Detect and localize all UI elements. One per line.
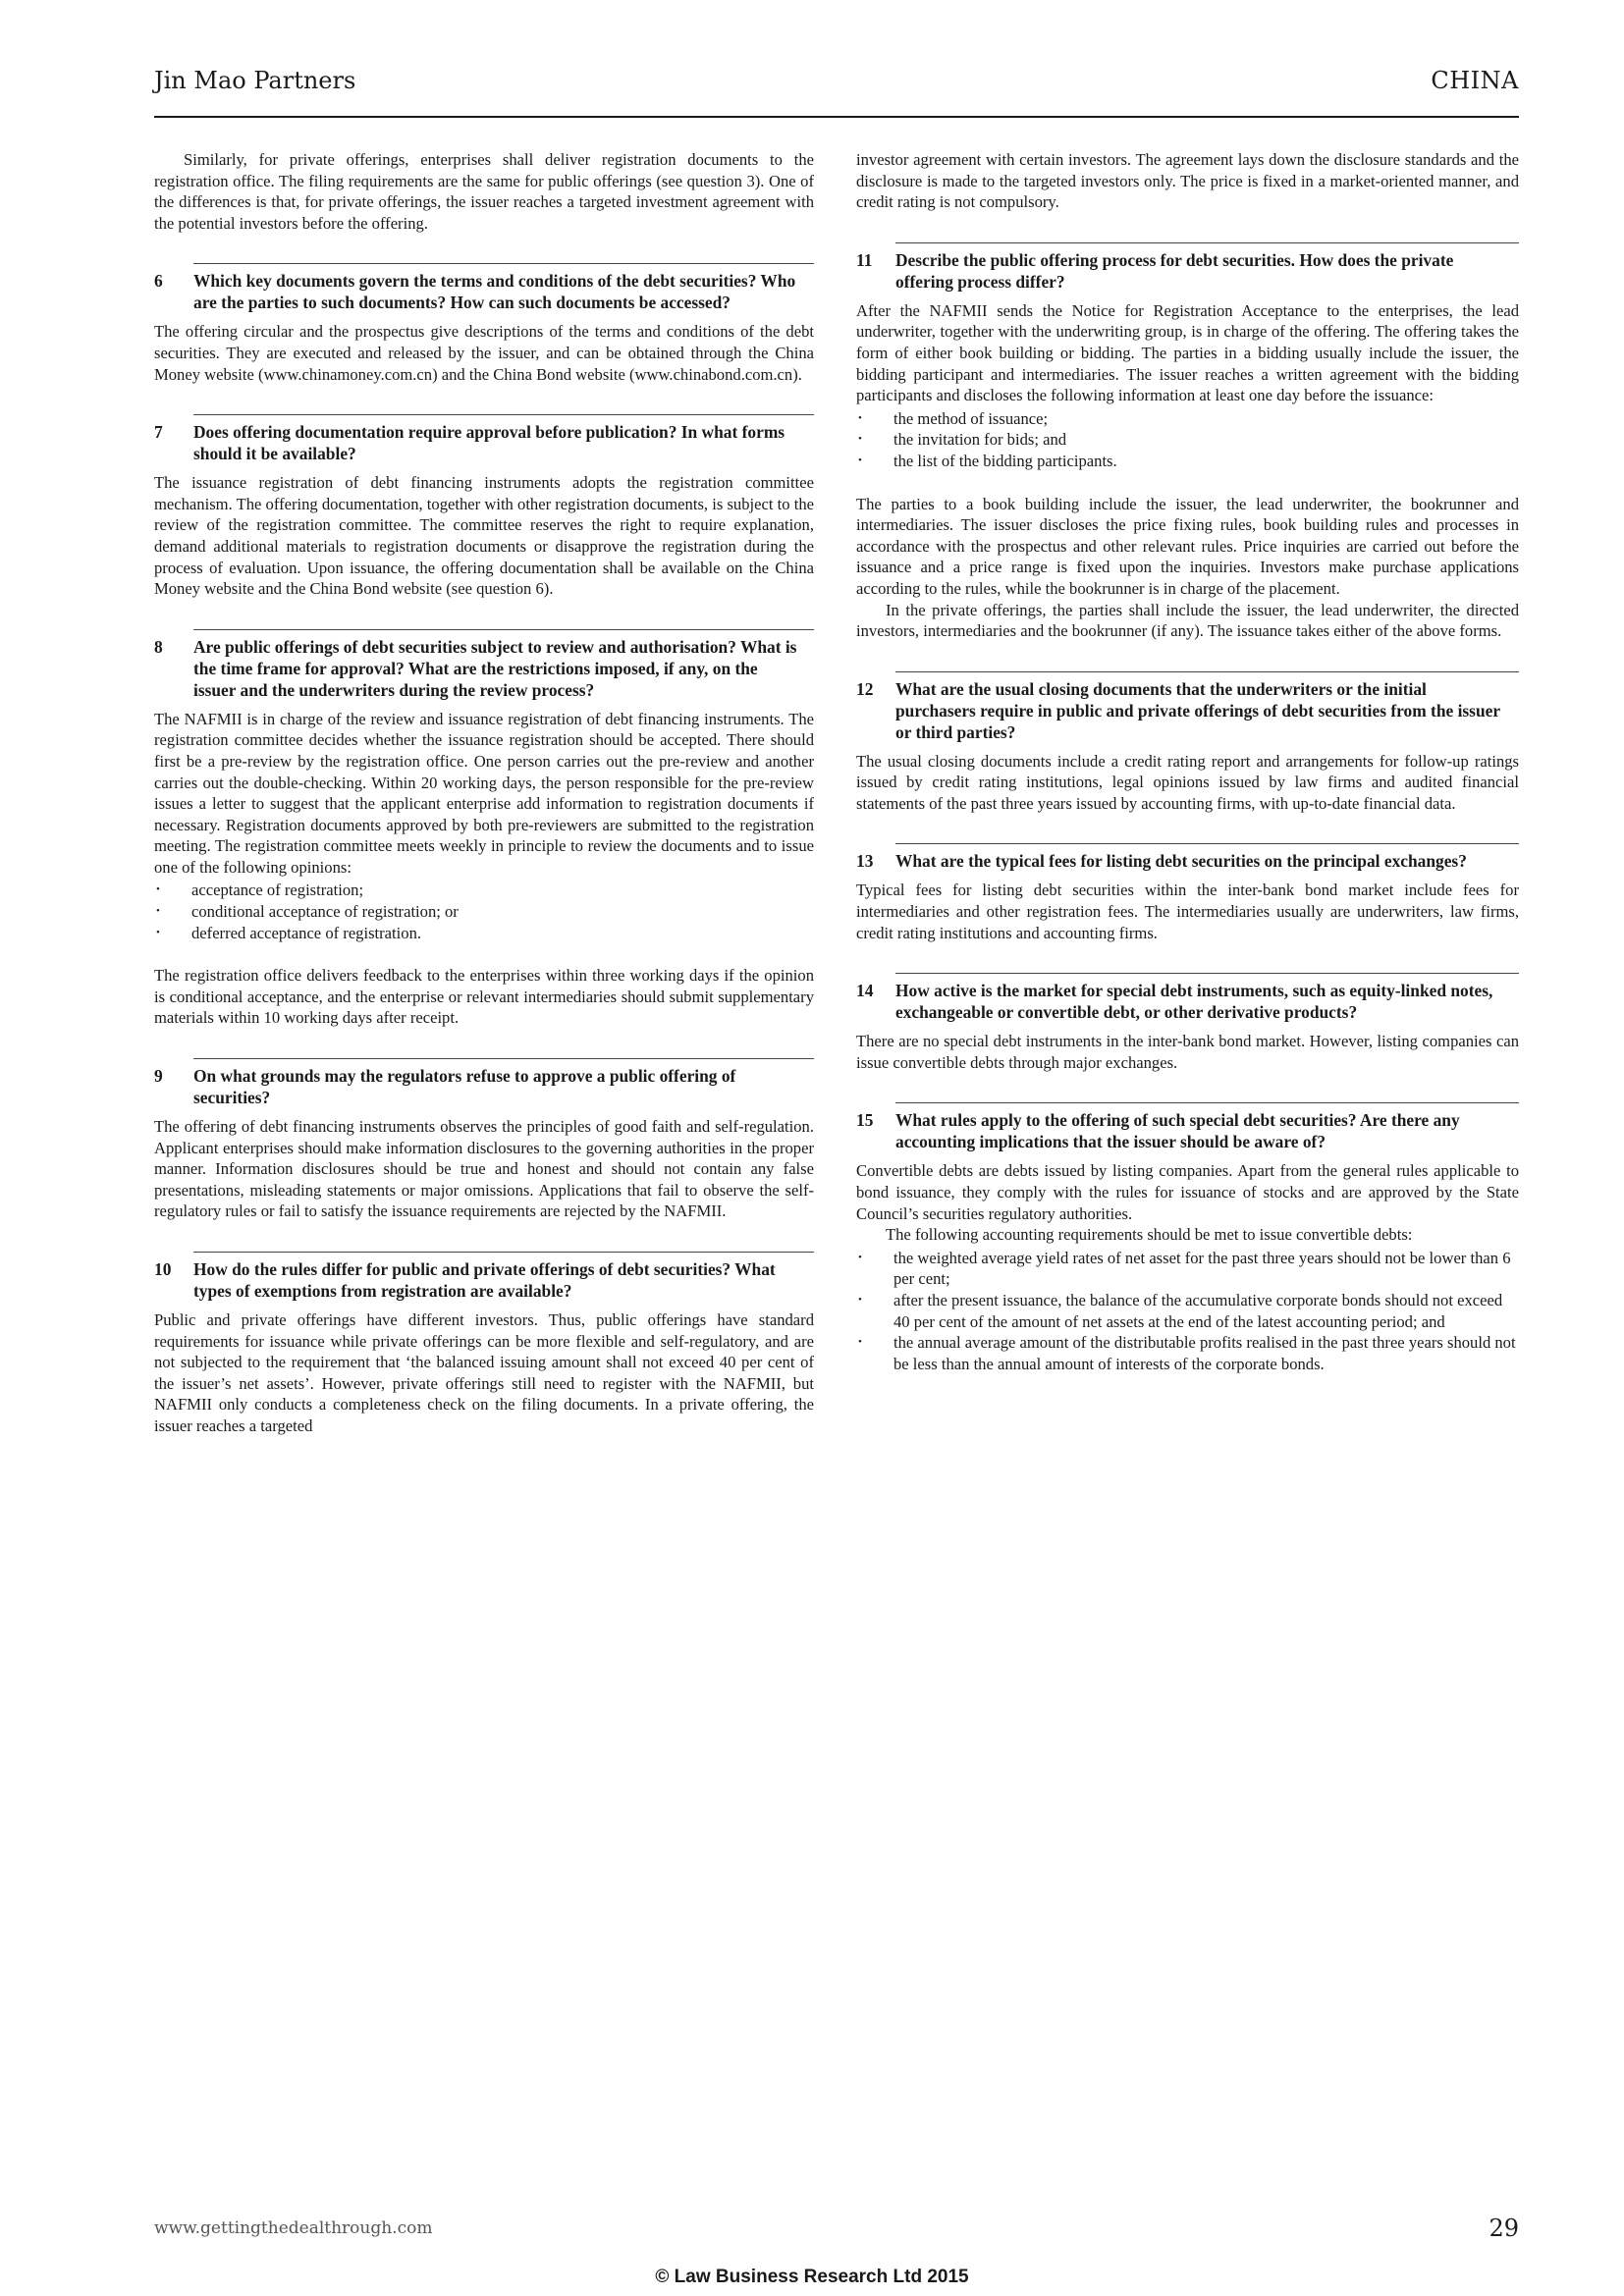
bullet-list [154,880,814,943]
firm-name: Jin Mao Partners [154,67,356,94]
answer-paragraph: The NAFMII is in charge of the review and issuance registration of debt financing instruments. The registration committee decides whether the issuance registration should be accepted. There should first be a pre-review by the registration office. One person carries out the pre-review and another carries out the double-checking. Within 20 working days, the person responsible for the pre-review issues a letter to suggest that the applicant enterprise add information to registration documents if necessary. Registration documents approved by both pre-reviewers are submitted to the registration meeting. The registration committee meets weekly in principle to review the documents and to issue one of the following opinions: [154,709,814,877]
question-text: What rules apply to the offering of such special debt securities? Are there any accounting implications that the issuer should be aware of? [895,1110,1460,1152]
question-11 [856,242,1519,293]
question-number: 9 [154,1066,163,1087]
question-text: On what grounds may the regulators refuse to approve a public offering of securities? [193,1066,736,1108]
question-rule [895,973,1519,974]
right-column [856,149,1519,1374]
paragraph: investor agreement with certain investors. The agreement lays down the disclosure standards and the disclosure is made to the targeted investors only. The price is fixed in a market-oriented manner, and credit rating is not compulsory. [856,150,1519,212]
answer-paragraph: Typical fees for listing debt securities within the inter-bank bond market include fees for intermediaries and other registration fees. The intermediaries usually are underwriters, law firms, credit rating institutions and accounting firms. [856,881,1519,942]
question-10 [154,1252,814,1302]
list-item: • after the present issuance, the balance of the accumulative corporate bonds should not exceed 40 per cent of the amount of net assets at the end of the latest accounting period; and [856,1290,1519,1332]
question-7 [154,414,814,464]
bullet-list [856,408,1519,472]
answer-paragraph: The usual closing documents include a credit rating report and arrangements for follow-up ratings issued by credit rating institutions, legal opinions issued by law firms and audited financial statements of the past three years issued by accounting firms, with up-to-date financial data. [856,751,1519,813]
question-text: How do the rules differ for public and private offerings of debt securities? What types of exemptions from registration are available? [193,1259,776,1301]
question-text: Does offering documentation require approval before publication? In what forms should it be available? [193,422,785,464]
answer-paragraph: Convertible debts are debts issued by listing companies. Apart from the general rules applicable to bond issuance, they comply with the rules for issuance of stocks and are approved by the State Council’s securities regulatory authorities. [856,1161,1519,1223]
question-12 [856,671,1519,743]
question-rule [895,671,1519,672]
copyright-notice: © Law Business Research Ltd 2015 [655,2267,969,2287]
list-item: • the invitation for bids; and [856,429,1519,451]
question-number: 11 [856,249,873,270]
running-header [154,67,1519,118]
question-14 [856,973,1519,1023]
question-9 [154,1058,814,1108]
question-13 [856,843,1519,872]
answer-paragraph: The issuance registration of debt financing instruments adopts the registration committee mechanism. The offering documentation, together with other registration documents, is subject to the review of the registration committee. The committee reserves the right to require explanation, demand additional materials to registration documents or disapprove the registration during the process of evaluation. Upon issuance, the offering documentation shall be available on the China Money website and the China Bond website (see question 6). [154,473,814,599]
question-6 [154,263,814,313]
question-number: 10 [154,1259,172,1279]
left-column [154,149,814,1437]
question-number: 13 [856,851,874,872]
question-rule [193,1058,814,1059]
answer-paragraph: The offering circular and the prospectus give descriptions of the terms and conditions of the debt securities. They are executed and released by the issuer, and can be obtained through the China Money website (www.chinamoney.com.cn) and the China Bond website (www.chinabond.com.cn). [154,322,814,384]
question-text: Describe the public offering process for debt securities. How does the private offering process differ? [895,249,1454,292]
question-rule [895,242,1519,243]
list-item: • deferred acceptance of registration. [154,923,814,944]
website-link[interactable]: www.gettingthedealthrough.com [154,2218,433,2238]
question-15 [856,1102,1519,1152]
answer-paragraph: The registration office delivers feedback to the enterprises within three working days if the opinion is conditional acceptance, and the enterprise or relevant intermediaries should submit supplementary materials within 10 working days after receipt. [154,966,814,1028]
question-rule [193,629,814,630]
question-text: What are the typical fees for listing debt securities on the principal exchanges? [895,851,1467,872]
bullet-list [856,1248,1519,1375]
answer-paragraph: The following accounting requirements should be met to issue convertible debts: [886,1225,1413,1245]
list-item: • the annual average amount of the distributable profits realised in the past three years should not be less than the annual amount of interests of the corporate bonds. [856,1332,1519,1374]
question-number: 6 [154,271,163,292]
list-item: • the list of the bidding participants. [856,451,1519,472]
paragraph: Similarly, for private offerings, enterprises shall deliver registration documents to the registration office. The filing requirements are the same for public offerings (see question 3). One of the differences is that, for private offerings, the issuer reaches a targeted investment agreement with the potential investors before the offering. [154,150,814,233]
question-8 [154,629,814,701]
question-text: Are public offerings of debt securities subject to review and authorisation? What is the time frame for approval? What are the restrictions imposed, if any, on the issuer and the underwriters during the review process? [193,636,797,700]
question-rule [895,1102,1519,1103]
answer-paragraph: The parties to a book building include the issuer, the lead underwriter, the bookrunner and intermediaries. The issuer discloses the price fixing rules, book building rules and processes in accordance with the prospectus and other relevant rules. Price inquiries are carried out before the issuance and a price range is fixed upon the inquiries. Investors make purchase applications according to the rules, while the bookrunner is in charge of the placement. [856,494,1519,598]
question-text: What are the usual closing documents that the underwriters or the initial purchasers require in public and private offerings of debt securities from the issuer or third parties? [895,678,1500,742]
question-number: 7 [154,422,163,443]
question-number: 8 [154,636,163,657]
list-item: • conditional acceptance of registration; or [154,901,814,923]
list-item: • the weighted average yield rates of net asset for the past three years should not be lower than 6 per cent; [856,1248,1519,1290]
question-number: 15 [856,1110,874,1131]
question-rule [193,414,814,415]
question-number: 12 [856,678,874,699]
question-text: How active is the market for special debt instruments, such as equity-linked notes, exchangeable or convertible debt, or other derivative products? [895,981,1493,1023]
answer-paragraph: In the private offerings, the parties shall include the issuer, the lead underwriter, the directed investors, intermediaries and the bookrunner (if any). The issuance takes either of the above forms. [856,600,1519,641]
question-rule [895,843,1519,844]
answer-paragraph: The offering of debt financing instruments observes the principles of good faith and self-regulation. Applicant enterprises should make information disclosures to the governing authorities in the proper manner. Information disclosures should be true and honest and should not contain any false presentations, misleading statements or major omissions. Applications that fail to observe the self-regulatory rules or fail to satisfy the issuance requirements are rejected by the NAFMII. [154,1117,814,1221]
page-number: 29 [1489,2215,1519,2242]
answer-paragraph: After the NAFMII sends the Notice for Registration Acceptance to the enterprises, the lead underwriter, together with the underwriting group, is in charge of the offering. The offering takes the form of either book building or bidding. The parties in a bidding usually include the issuer, the bidding participant and intermediaries. The issuer reaches a written agreement with the bidding participants and discloses the following information at least one day before the issuance: [856,300,1519,405]
answer-paragraph: There are no special debt instruments in the inter-bank bond market. However, listing companies can issue convertible debts through major exchanges. [856,1032,1519,1072]
question-rule [193,1252,814,1253]
list-item: • acceptance of registration; [154,880,814,901]
question-rule [193,263,814,264]
answer-paragraph: Public and private offerings have different investors. Thus, public offerings have standard requirements for issuance while private offerings can be more flexible and self-regulatory, and are not subjected to the requirement that ‘the balanced issuing amount shall not exceed 40 per cent of the issuer’s net assets’. However, private offerings still need to register with the NAFMII, but NAFMII only conducts a completeness check on the filing documents. In a private offering, the issuer reaches a targeted [154,1310,814,1435]
question-text: Which key documents govern the terms and conditions of the debt securities? Who are the parties to such documents? How can such documents be accessed? [193,271,796,313]
question-number: 14 [856,981,874,1001]
page-footer [154,2215,1519,2248]
country-label: CHINA [1431,67,1519,94]
list-item: • the method of issuance; [856,408,1519,430]
